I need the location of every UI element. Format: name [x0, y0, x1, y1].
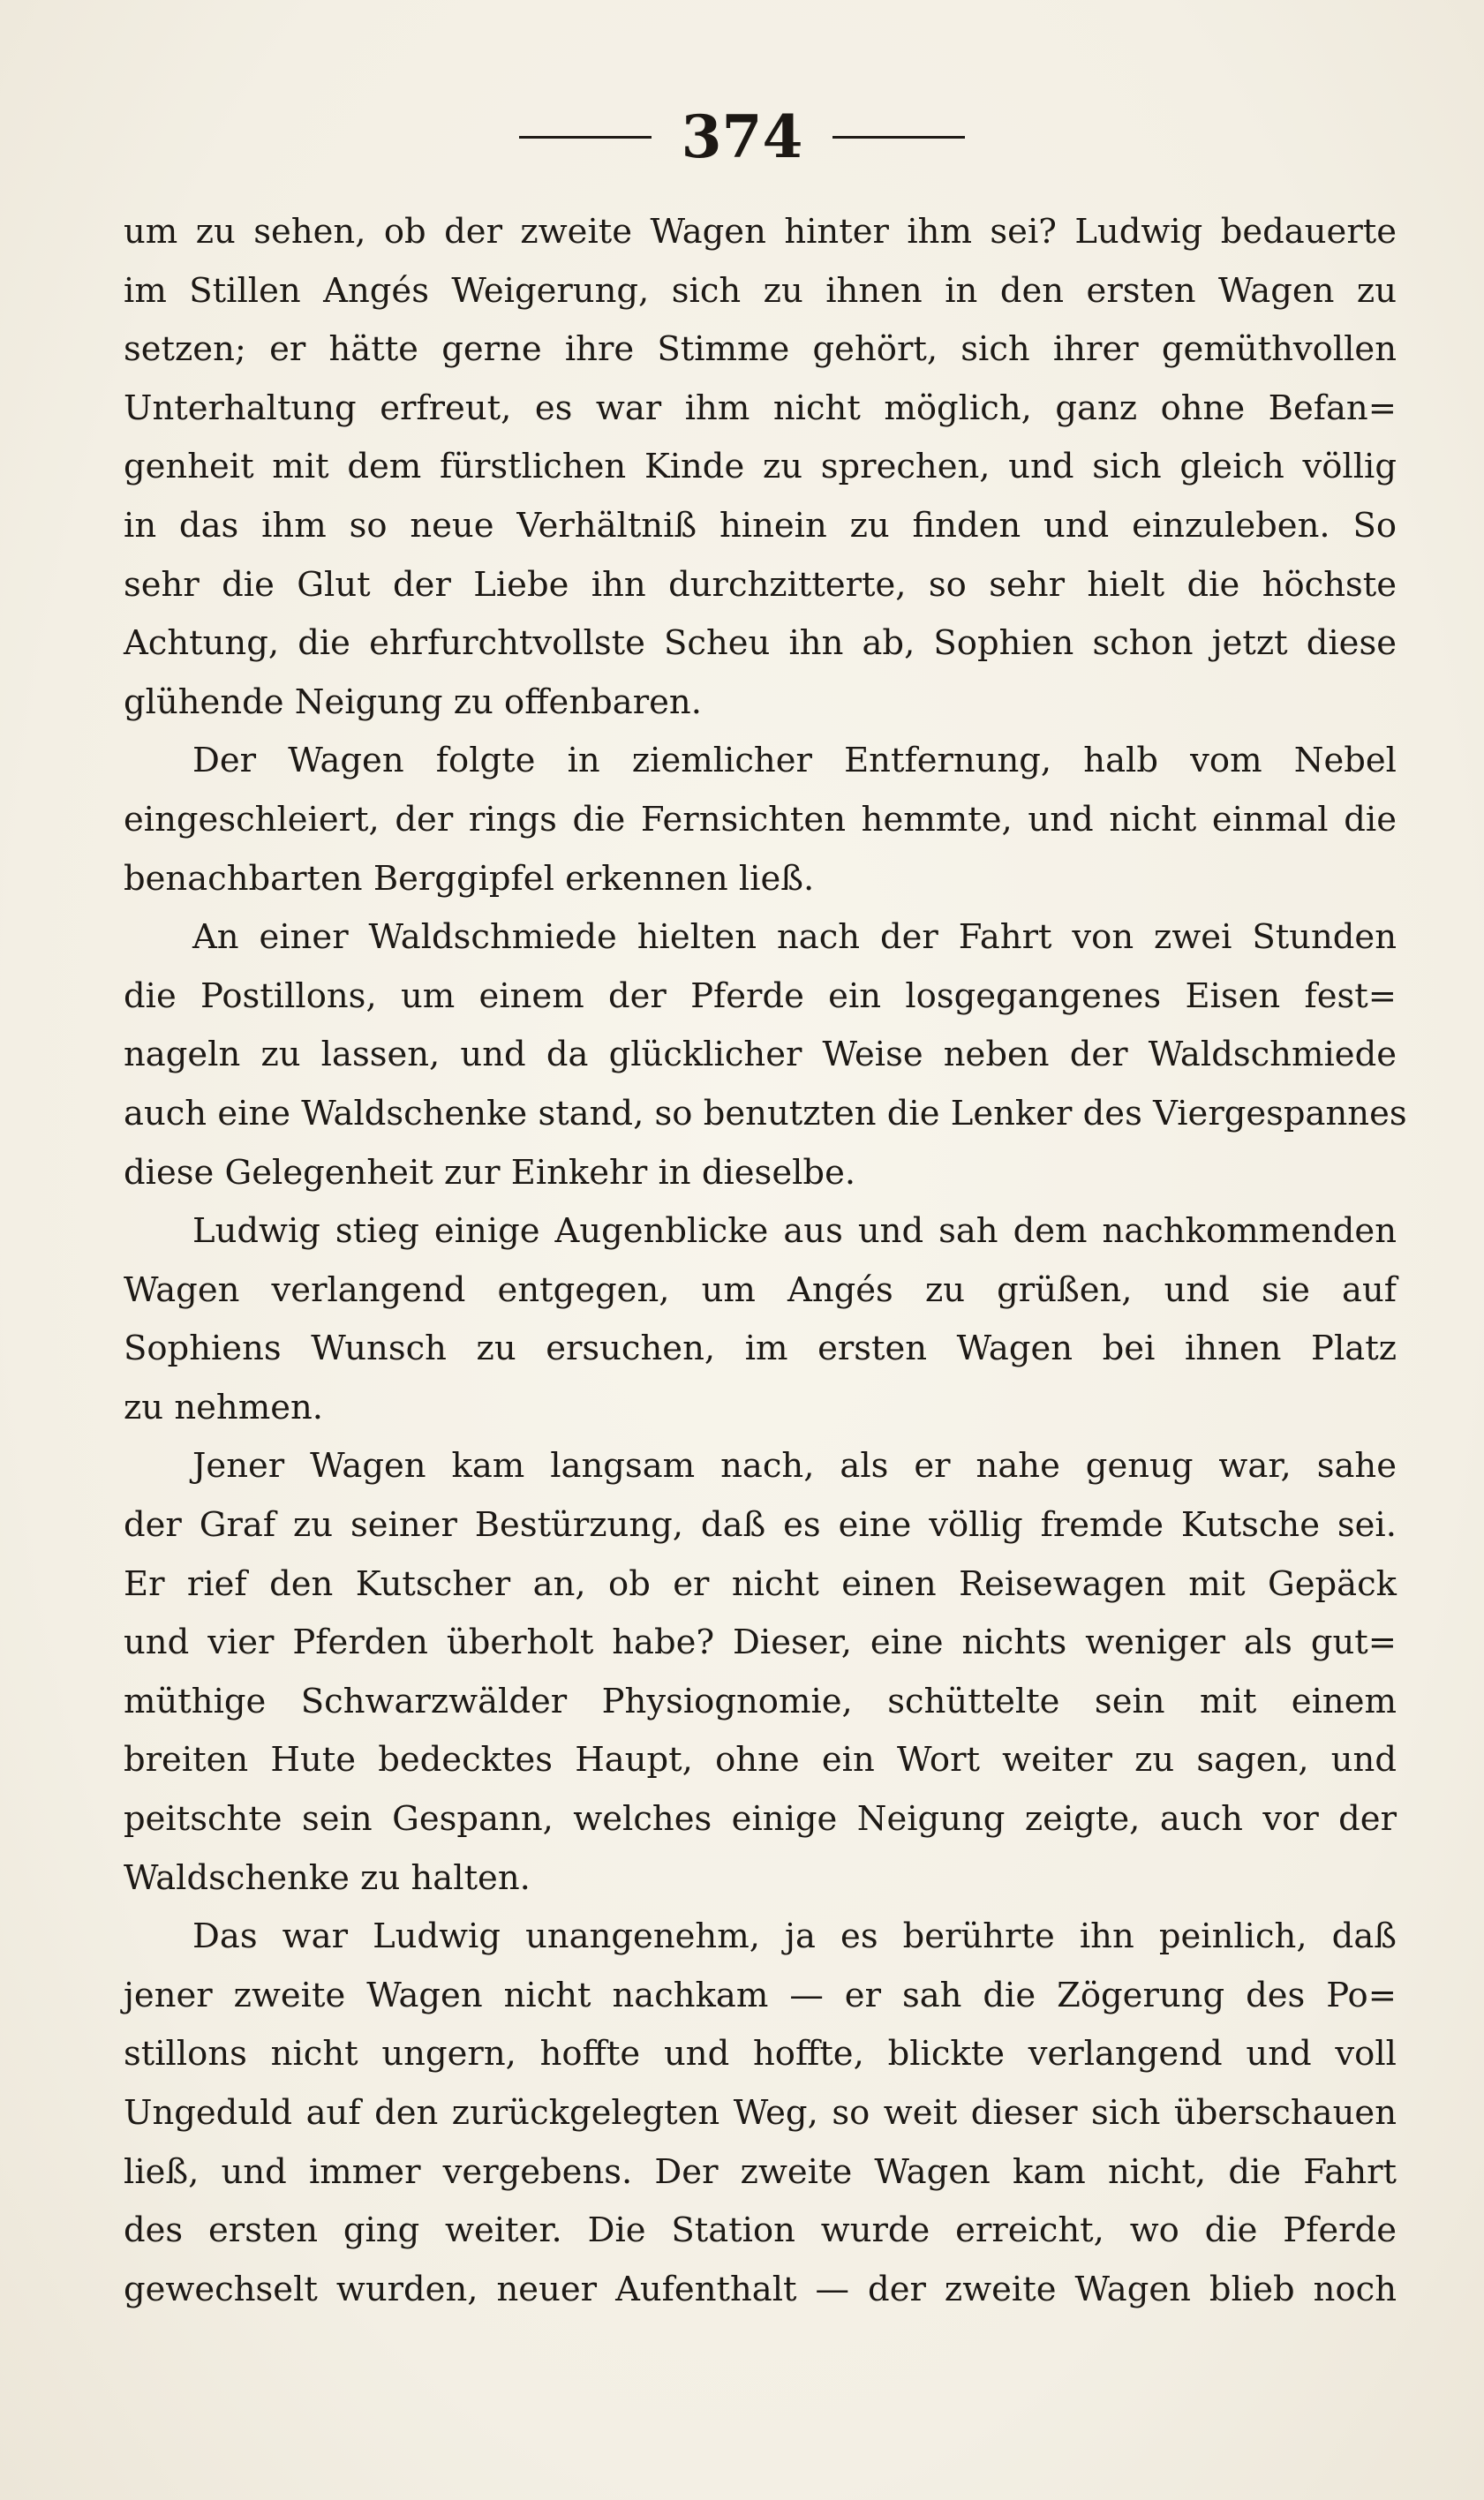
text-line: ließ, und immer vergebens. Der zweite Wagen kam nicht, die Fahrt — [124, 2151, 1397, 2192]
text-line: die Postillons, um einem der Pferde ein losgegangenes Eisen fest= — [124, 975, 1397, 1016]
text-line: Unterhaltung erfreut, es war ihm nicht möglich, ganz ohne Befan= — [124, 388, 1397, 428]
text-line: zu nehmen. — [124, 1387, 324, 1427]
header-rule-left — [519, 136, 652, 139]
text-line: Jener Wagen kam langsam nach, als er nahe genug war, sahe — [192, 1446, 1397, 1487]
paragraph — [124, 908, 1407, 1202]
text-line: um zu sehen, ob der zweite Wagen hinter ihm sei? Ludwig bedauerte — [124, 212, 1397, 252]
text-line: diese Gelegenheit zur Einkehr in dieselbe. — [124, 1152, 856, 1193]
header-rule-right — [832, 136, 965, 139]
text-line: nageln zu lassen, und da glücklicher Weise neben der Waldschmiede — [124, 1035, 1397, 1075]
paragraph — [124, 1437, 1397, 1908]
text-line: Er rief den Kutscher an, ob er nicht einen Reisewagen mit Gepäck — [124, 1563, 1397, 1604]
text-line: sehr die Glut der Liebe ihn durchzitterte, so sehr hielt die höchste — [124, 564, 1397, 605]
text-line: müthige Schwarzwälder Physiognomie, schüttelte sein mit einem — [124, 1681, 1397, 1721]
paragraph — [124, 1908, 1397, 2319]
text-line: Achtung, die ehrfurchtvollste Scheu ihn ab, Sophien schon jetzt diese — [124, 623, 1397, 664]
text-line: setzen; er hätte gerne ihre Stimme gehört, sich ihrer gemüthvollen — [124, 329, 1397, 370]
paragraph — [124, 1202, 1397, 1437]
text-line: stillons nicht ungern, hoffte und hoffte, blickte verlangend und voll — [124, 2034, 1397, 2075]
text-line: auch eine Waldschenke stand, so benutzten die Lenker des Viergespannes — [124, 1093, 1407, 1133]
text-line: der Graf zu seiner Bestürzung, daß es eine völlig fremde Kutsche sei. — [124, 1505, 1397, 1546]
body-text — [124, 203, 1407, 2319]
text-line: Der Wagen folgte in ziemlicher Entfernung, halb vom Nebel — [192, 741, 1397, 781]
text-line: genheit mit dem fürstlichen Kinde zu sprechen, und sich gleich völlig — [124, 447, 1397, 487]
text-line: Wagen verlangend entgegen, um Angés zu grüßen, und sie auf — [124, 1269, 1397, 1310]
text-line: Ungeduld auf den zurückgelegten Weg, so weit dieser sich überschauen — [124, 2093, 1397, 2133]
text-line: Das war Ludwig unangenehm, ja es berührte ihn peinlich, daß — [192, 1916, 1397, 1957]
paragraph — [124, 732, 1397, 908]
text-line: peitschte sein Gespann, welches einige Neigung zeigte, auch vor der — [124, 1799, 1397, 1840]
text-line: eingeschleiert, der rings die Fernsichten hemmte, und nicht einmal die — [124, 799, 1397, 840]
text-line: Ludwig stieg einige Augenblicke aus und sah dem nachkommenden — [192, 1211, 1397, 1252]
text-line: breiten Hute bedecktes Haupt, ohne ein Wort weiter zu sagen, und — [124, 1740, 1397, 1781]
text-line: im Stillen Angés Weigerung, sich zu ihnen in den ersten Wagen zu — [124, 270, 1397, 311]
text-line: An einer Waldschmiede hielten nach der Fahrt von zwei Stunden — [192, 917, 1397, 958]
text-line: gewechselt wurden, neuer Aufenthalt — der zweite Wagen blieb noch — [124, 2269, 1397, 2309]
text-line: des ersten ging weiter. Die Station wurde erreicht, wo die Pferde — [124, 2210, 1397, 2251]
text-line: glühende Neigung zu offenbaren. — [124, 681, 702, 722]
text-line: und vier Pferden überholt habe? Dieser, eine nichts weniger als gut= — [124, 1623, 1397, 1663]
page-header — [0, 102, 1484, 171]
text-line: jener zweite Wagen nicht nachkam — er sah die Zögerung des Po= — [124, 1975, 1397, 2015]
text-line: Waldschenke zu halten. — [124, 1857, 531, 1898]
text-line: Sophiens Wunsch zu ersuchen, im ersten Wagen bei ihnen Platz — [124, 1329, 1397, 1369]
text-line: in das ihm so neue Verhältniß hinein zu finden und einzuleben. So — [124, 505, 1397, 546]
paragraph — [124, 203, 1397, 732]
text-line: benachbarten Berggipfel erkennen ließ. — [124, 858, 815, 899]
page-number: 374 — [681, 102, 803, 171]
